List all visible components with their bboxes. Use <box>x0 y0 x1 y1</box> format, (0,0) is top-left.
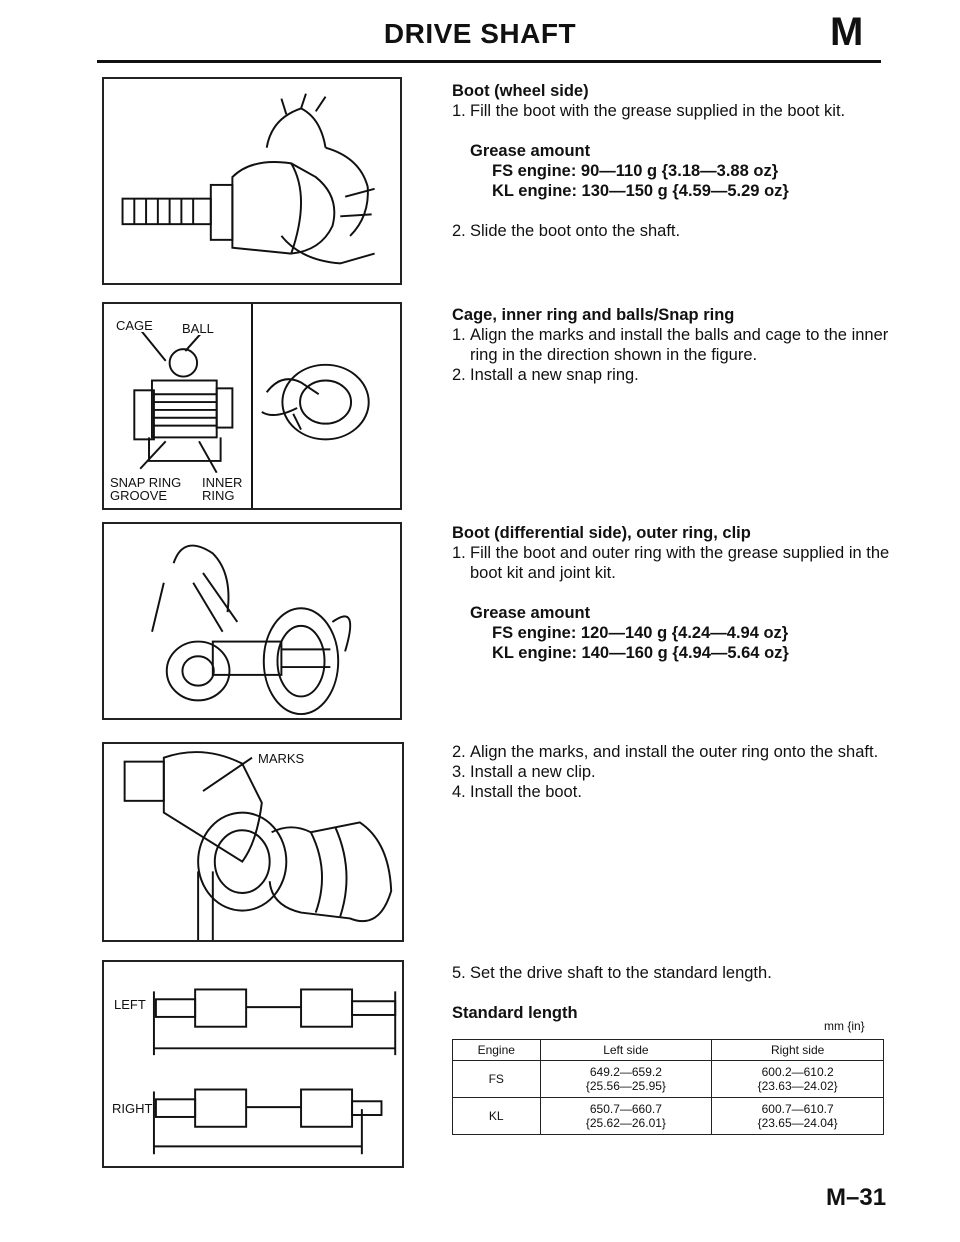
step-1: 1. Fill the boot with the grease supplied in the boot kit. <box>452 102 846 120</box>
cell-engine: KL <box>453 1098 541 1135</box>
label-cage: CAGE <box>116 318 153 333</box>
grease-fs: FS engine: 90—110 g {3.18—3.88 oz} <box>492 162 779 180</box>
grease-amount-label: Grease amount <box>470 604 591 622</box>
col-engine: Engine <box>453 1040 541 1061</box>
cell-left: 650.7—660.7 {25.62—26.01} <box>540 1098 712 1135</box>
step-4: 4. Install the boot. <box>452 783 582 801</box>
table-row <box>453 1098 884 1135</box>
page-title: DRIVE SHAFT <box>383 18 577 49</box>
figure-boot-differential-side <box>102 522 402 720</box>
heading-boot-differential: Boot (differential side), outer ring, clip <box>452 524 751 542</box>
page-number: M–31 <box>826 1184 887 1211</box>
step-3: 3. Install a new clip. <box>452 763 596 781</box>
label-ball: BALL <box>182 321 214 336</box>
section-boot-wheel-side <box>452 81 892 241</box>
section-cage-snap-ring <box>452 305 892 385</box>
label-right: RIGHT <box>112 1101 153 1116</box>
grease-kl: KL engine: 140—160 g {4.94—5.64 oz} <box>492 644 789 662</box>
figure-standard-length <box>102 960 404 1168</box>
section-boot-differential-side <box>452 523 892 663</box>
cell-right: 600.7—610.7 {23.65—24.04} <box>712 1098 884 1135</box>
col-right-side: Right side <box>712 1040 884 1061</box>
step-2: 2. Align the marks, and install the outer ring onto the shaft. <box>452 743 879 761</box>
step-5: 5. Set the drive shaft to the standard length. <box>452 964 772 982</box>
section-letter: M <box>830 10 864 54</box>
heading-cage: Cage, inner ring and balls/Snap ring <box>452 306 735 324</box>
step-2: 2. Install a new snap ring. <box>452 366 639 384</box>
cell-engine: FS <box>453 1061 541 1098</box>
section-outer-ring <box>452 742 892 802</box>
figure-boot-wheel-side <box>102 77 402 285</box>
grease-amount-label: Grease amount <box>470 142 591 160</box>
step-1: 1. Fill the boot and outer ring with the grease supplied in the boot kit and joint kit. <box>452 544 890 582</box>
heading-standard-length: Standard length <box>452 1004 578 1022</box>
col-left-side: Left side <box>540 1040 712 1061</box>
header-rule <box>97 60 881 63</box>
step-2: 2. Slide the boot onto the shaft. <box>452 222 681 240</box>
table-header-row <box>453 1040 884 1061</box>
heading-boot-wheel-side: Boot (wheel side) <box>452 82 589 100</box>
grease-fs: FS engine: 120—140 g {4.24—4.94 oz} <box>492 624 789 642</box>
cell-left: 649.2—659.2 {25.56—25.95} <box>540 1061 712 1098</box>
step-1: 1. Align the marks and install the balls and cage to the inner ring in the direction shown in the figure. <box>452 326 889 364</box>
table-row <box>453 1061 884 1098</box>
standard-length-table <box>452 1039 884 1135</box>
label-left: LEFT <box>114 997 146 1012</box>
cell-right: 600.2—610.2 {23.63—24.02} <box>712 1061 884 1098</box>
section-standard-length <box>452 963 892 1023</box>
label-inner-ring: INNER RING <box>202 475 243 503</box>
outer-ring-grease-illustration <box>104 524 400 718</box>
boot-grease-illustration <box>104 79 400 283</box>
label-marks: MARKS <box>258 751 305 766</box>
grease-kl: KL engine: 130—150 g {4.59—5.29 oz} <box>492 182 789 200</box>
drive-shaft-length-illustration <box>104 962 402 1166</box>
figure-cage-inner-ring <box>102 302 402 510</box>
figure-outer-ring-marks <box>102 742 404 942</box>
label-snap-ring-groove: SNAP RING GROOVE <box>110 475 182 503</box>
unit-label: mm {in} <box>824 1019 865 1033</box>
outer-ring-install-illustration <box>104 744 402 940</box>
